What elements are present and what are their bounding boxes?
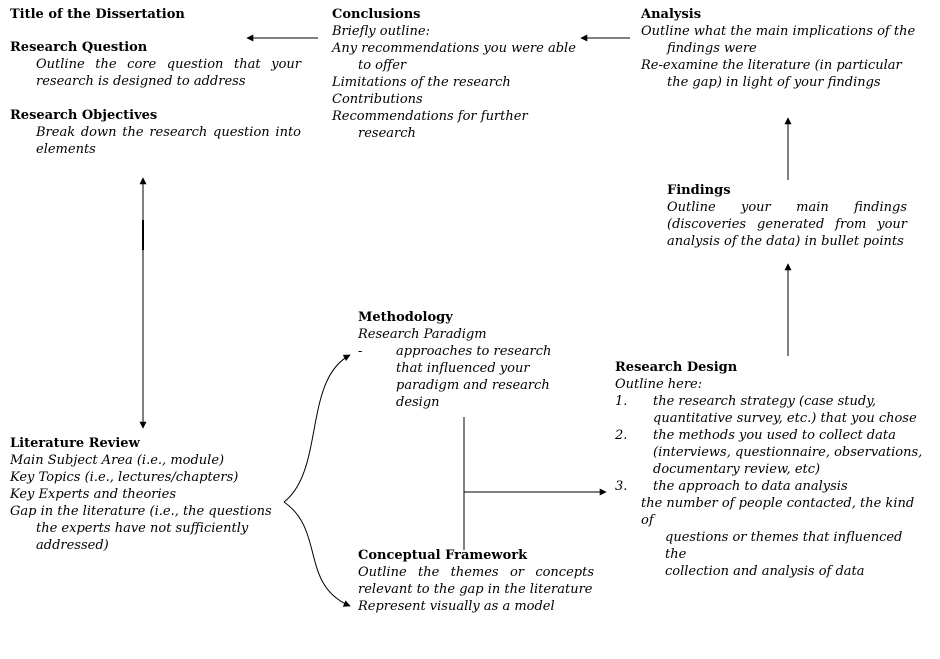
findings-block xyxy=(667,182,907,250)
research-design-item xyxy=(615,478,925,495)
conceptual-framework-line: relevant to the gap in the literature xyxy=(358,582,593,597)
methodology-line: that influenced your xyxy=(396,361,530,376)
dissertation-title: Title of the Dissertation xyxy=(10,7,185,22)
research-question-block xyxy=(10,39,301,90)
research-design-item xyxy=(615,393,925,427)
methodology-block xyxy=(358,309,558,411)
literature-review-heading: Literature Review xyxy=(10,436,140,451)
conceptual-framework-line: Outline the themes or concepts xyxy=(358,565,594,580)
literature-review-item: Main Subject Area (i.e., module) xyxy=(10,453,225,468)
research-design-block xyxy=(615,359,925,580)
conceptual-framework-line: Represent visually as a model xyxy=(358,599,555,614)
item-line: the approach to data analysis xyxy=(653,479,848,494)
research-design-intro: Outline here: xyxy=(615,377,703,392)
findings-line: analysis of the data) in bullet points xyxy=(667,234,904,249)
analysis-item: the gap) in light of your findings xyxy=(667,75,881,90)
item-line: the research strategy (case study, xyxy=(653,394,876,409)
item-number: 1. xyxy=(615,394,628,409)
analysis-block xyxy=(641,6,921,91)
analysis-item: Outline what the main implications of the xyxy=(641,24,916,39)
item-line: the methods you used to collect data xyxy=(653,428,896,443)
analysis-item: Re-examine the literature (in particular xyxy=(641,58,902,73)
methodology-dash-item xyxy=(358,343,558,411)
item-line: quantitative survey, etc.) that you chose xyxy=(653,411,917,426)
findings-heading: Findings xyxy=(667,183,731,198)
methodology-line: design xyxy=(396,395,440,410)
research-question-line: research is designed to address xyxy=(36,74,246,89)
conclusions-item: research xyxy=(358,126,416,141)
conclusions-item: Briefly outline: xyxy=(332,24,430,39)
methodology-line: paradigm and research xyxy=(396,378,550,393)
methodology-heading: Methodology xyxy=(358,310,453,325)
curve-literature-to-methodology xyxy=(284,355,350,502)
title-block xyxy=(10,6,240,23)
conclusions-item: Limitations of the research xyxy=(332,75,511,90)
analysis-item: findings were xyxy=(667,41,757,56)
research-design-item xyxy=(615,427,925,478)
literature-review-item: Key Experts and theories xyxy=(10,487,177,502)
literature-review-item: Gap in the literature (i.e., the questions xyxy=(10,504,272,519)
methodology-subheading: Research Paradigm xyxy=(358,327,487,342)
research-objectives-line: elements xyxy=(36,142,96,157)
literature-review-item: Key Topics (i.e., lectures/chapters) xyxy=(10,470,239,485)
literature-review-item: the experts have not sufficiently xyxy=(36,521,249,536)
item-number: 3. xyxy=(615,479,628,494)
methodology-line: approaches to research xyxy=(396,344,552,359)
research-design-tail: collection and analysis of data xyxy=(665,564,865,579)
findings-line: (discoveries generated from your xyxy=(667,217,907,232)
research-question-heading: Research Question xyxy=(10,40,148,55)
conclusions-block xyxy=(332,6,577,142)
conclusions-heading: Conclusions xyxy=(332,7,421,22)
literature-review-item: addressed) xyxy=(36,538,109,553)
research-design-tail: questions or themes that influenced the xyxy=(665,530,903,562)
item-number: 2. xyxy=(615,428,628,443)
research-question-line: Outline the core question that your xyxy=(36,57,301,72)
research-objectives-line: Break down the research question into xyxy=(36,125,301,140)
research-design-tail: the number of people contacted, the kind of xyxy=(641,496,915,528)
conclusions-item: to offer xyxy=(358,58,407,73)
literature-review-block xyxy=(10,435,280,554)
item-line: (interviews, questionnaire, observations, xyxy=(653,445,923,460)
conclusions-item: Recommendations for further xyxy=(332,109,528,124)
findings-line: Outline your main findings xyxy=(667,200,907,215)
conclusions-item: Contributions xyxy=(332,92,423,107)
conclusions-item: Any recommendations you were able xyxy=(332,41,576,56)
dash-marker: - xyxy=(358,344,363,359)
research-design-heading: Research Design xyxy=(615,360,738,375)
research-objectives-block xyxy=(10,107,301,158)
item-line: documentary review, etc) xyxy=(653,462,821,477)
analysis-heading: Analysis xyxy=(641,7,702,22)
conceptual-framework-heading: Conceptual Framework xyxy=(358,548,528,563)
curve-literature-to-framework xyxy=(284,502,350,606)
research-objectives-heading: Research Objectives xyxy=(10,108,158,123)
conceptual-framework-block xyxy=(358,547,594,615)
